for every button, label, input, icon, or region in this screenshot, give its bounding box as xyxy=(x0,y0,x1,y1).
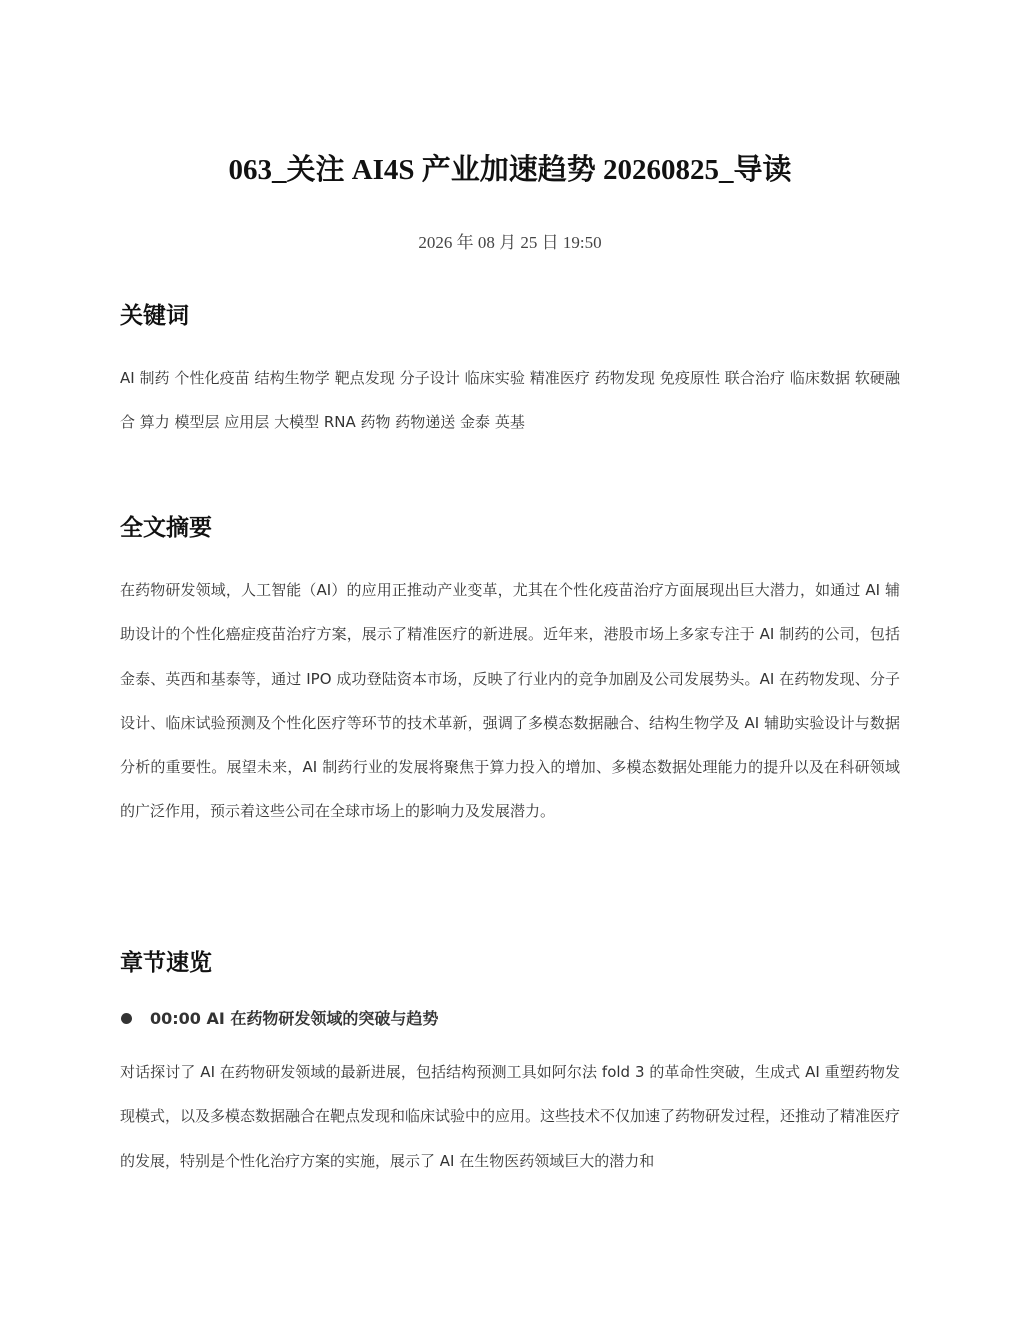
chapter-item xyxy=(120,1006,900,1032)
chapters-heading: 章节速览 xyxy=(120,950,212,976)
keywords-text: AI 制药 个性化疫苗 结构生物学 靶点发现 分子设计 临床实验 精准医疗 药物发现 免疫原性 联合治疗 临床数据 软硬融合 算力 模型层 应用层 大模型 RNA 药物 药物递送 金泰 英基 xyxy=(120,369,900,431)
bullet-icon xyxy=(121,1013,132,1024)
document-date: 2026 年 08 月 25 日 19:50 xyxy=(418,233,602,252)
summary-heading: 全文摘要 xyxy=(120,515,212,541)
chapter-body: 对话探讨了 AI 在药物研发领域的最新进展，包括结构预测工具如阿尔法 fold 3 的革命性突破，生成式 AI 重塑药物发现模式，以及多模态数据融合在靶点发现和临床试验中的应用。这些技术不仅加速了药物研发过程，还推动了精准医疗的发展，特别是个性化治疗方案的实施，展示了 AI 在生物医药领域巨大的潜力和 xyxy=(120,1063,900,1170)
chapter-title: 00:00 AI 在药物研发领域的突破与趋势 xyxy=(150,1009,439,1028)
summary-text: 在药物研发领域，人工智能（AI）的应用正推动产业变革，尤其在个性化疫苗治疗方面展现出巨大潜力，如通过 AI 辅助设计的个性化癌症疫苗治疗方案，展示了精准医疗的新进展。近年来，港股市场上多家专注于 AI 制药的公司，包括金泰、英西和基泰等，通过 IPO 成功登陆资本市场，反映了行业内的竞争加剧及公司发展势头。AI 在药物发现、分子设计、临床试验预测及个性化医疗等环节的技术革新，强调了多模态数据融合、结构生物学及 AI 辅助实验设计与数据分析的重要性。展望未来，AI 制药行业的发展将聚焦于算力投入的增加、多模态数据处理能力的提升以及在科研领域的广泛作用，预示着这些公司在全球市场上的影响力及发展潜力。 xyxy=(120,581,900,821)
keywords-heading: 关键词 xyxy=(120,303,189,329)
document-title: 063_关注 AI4S 产业加速趋势 20260825_导读 xyxy=(228,154,792,186)
document-page xyxy=(120,0,900,1320)
